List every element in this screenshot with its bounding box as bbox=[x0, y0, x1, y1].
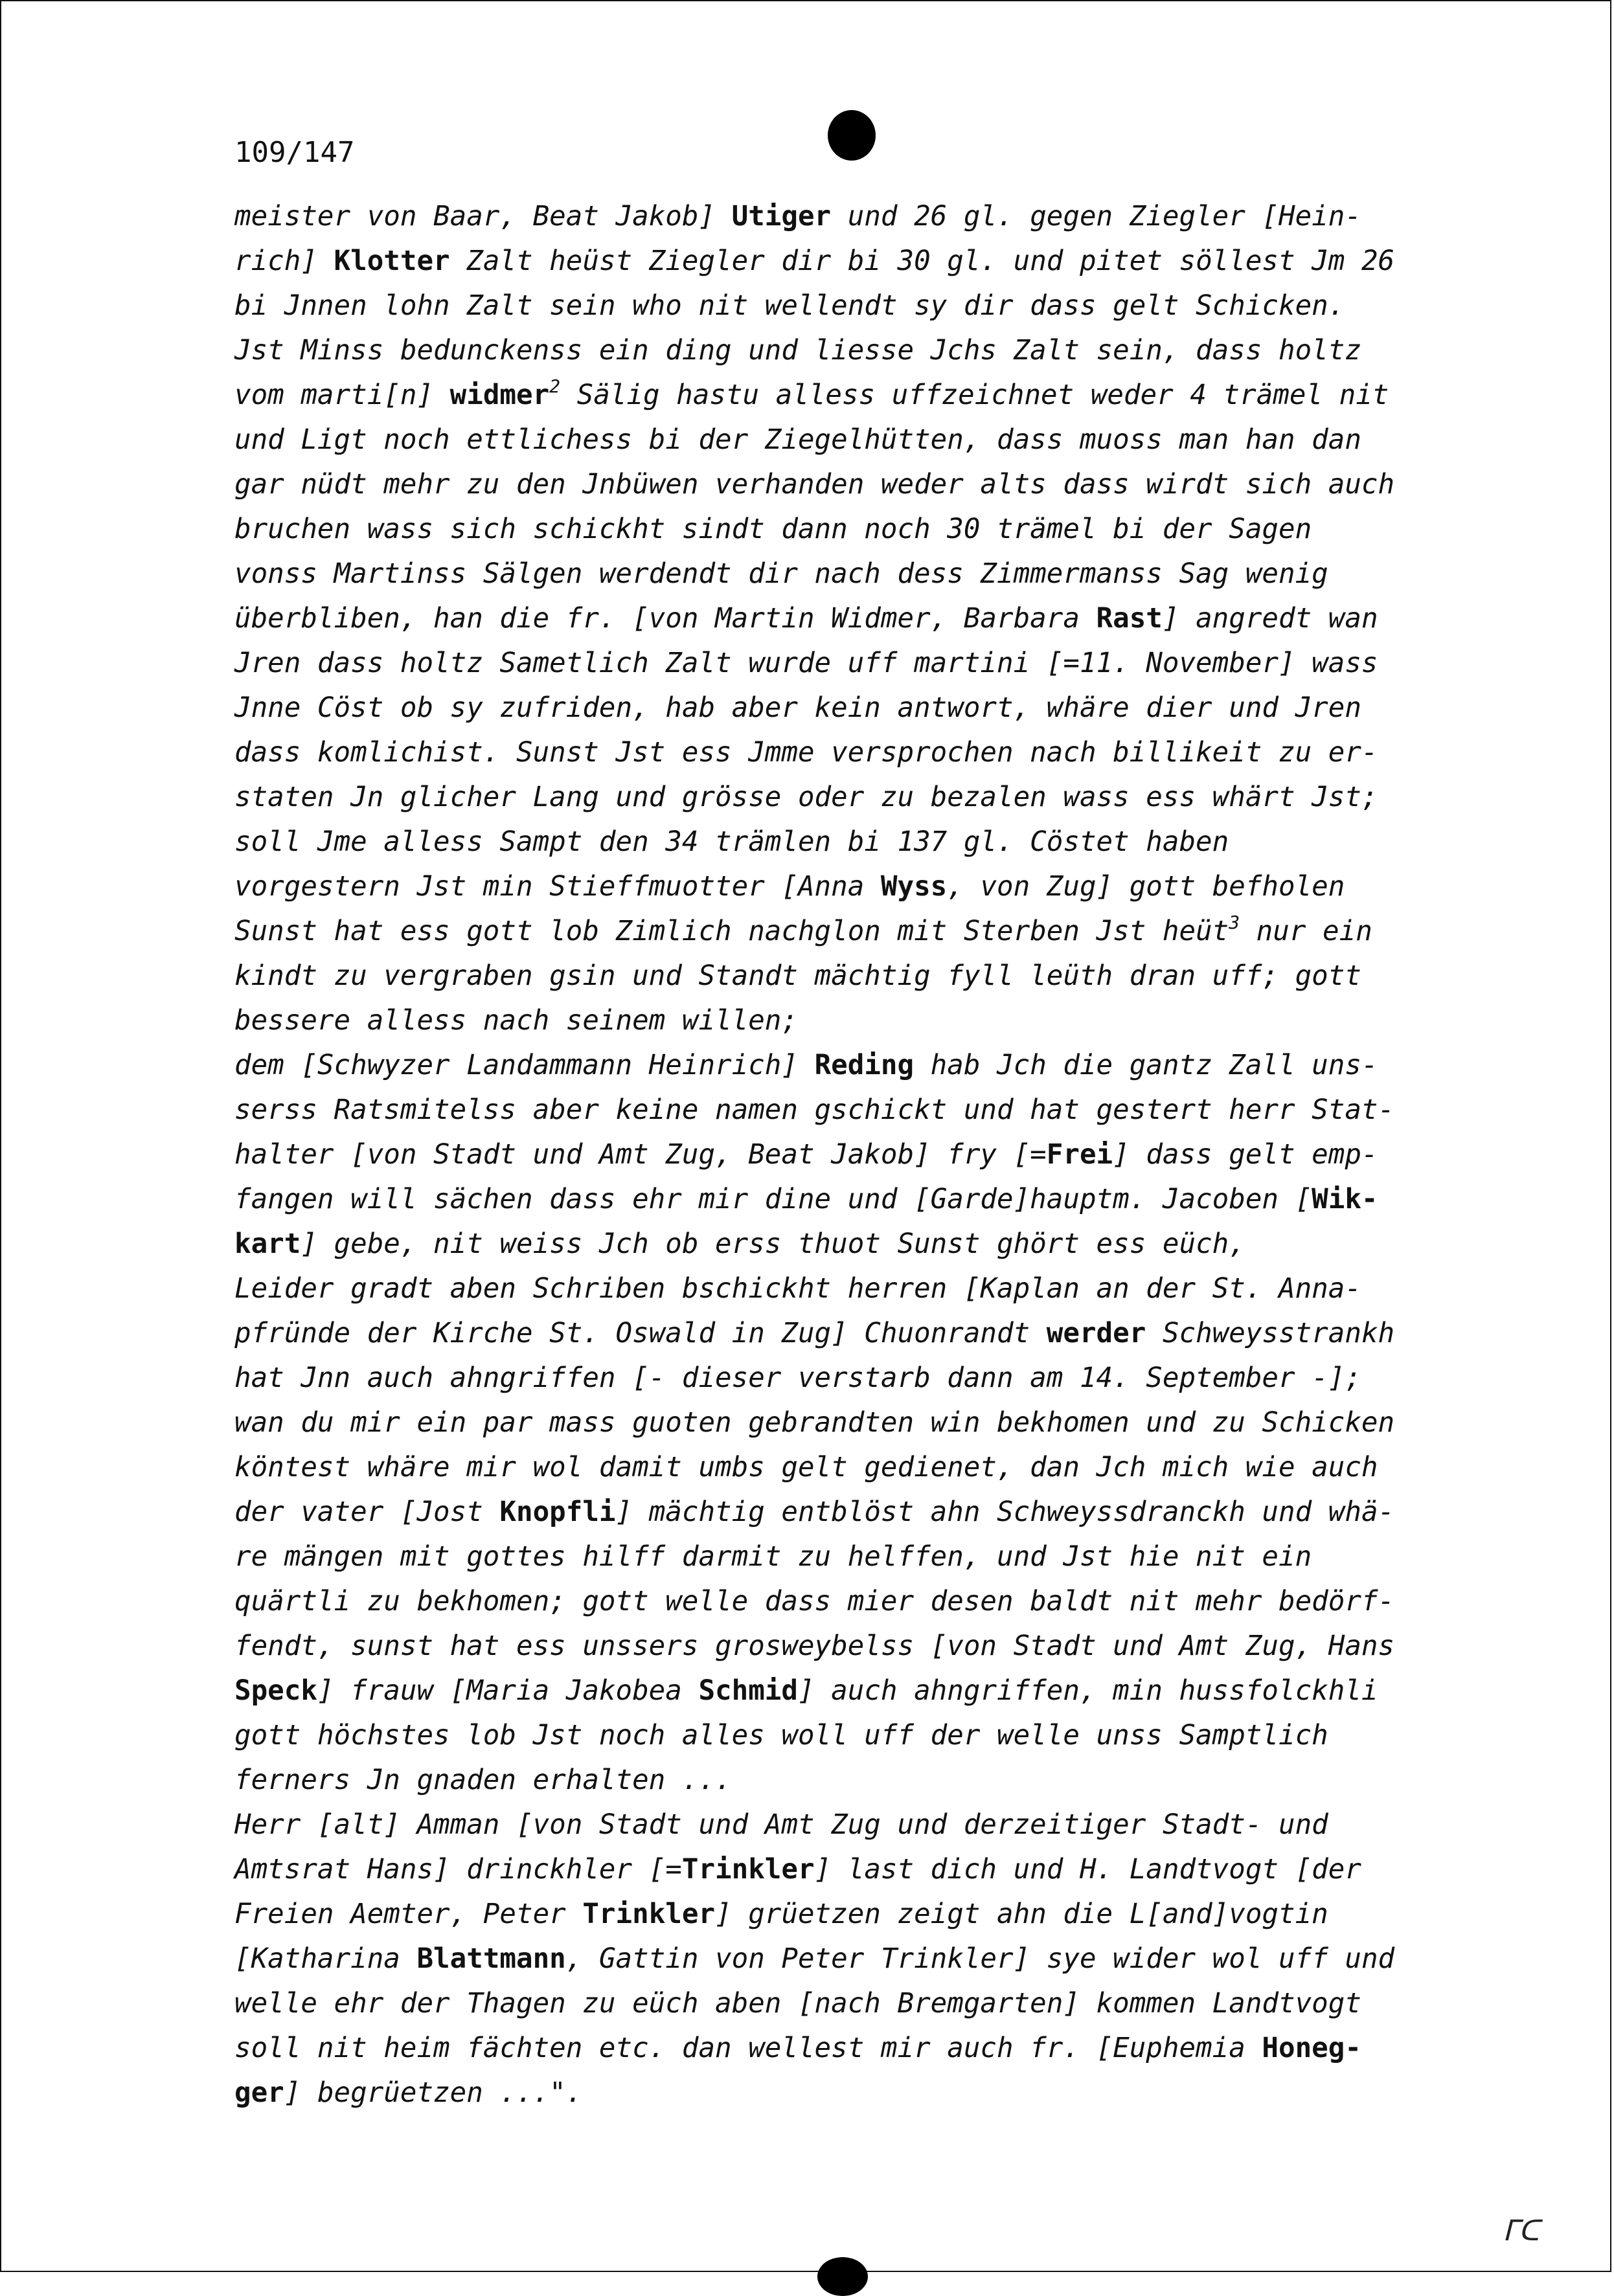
name-emphasis: Reding bbox=[814, 1050, 915, 1081]
text-segment: ] frauw [Maria Jakobea bbox=[317, 1675, 699, 1707]
text-line bbox=[234, 1266, 1504, 1311]
text-segment: Herr [alt] Amman [von Stadt und Amt Zug und derzeitiger Stadt- und bbox=[234, 1809, 1328, 1841]
text-segment: und Ligt noch ettlichess bi der Ziegelhütten, dass muoss man han dan bbox=[234, 424, 1361, 456]
text-line bbox=[234, 1981, 1504, 2026]
text-segment: vorgestern Jst min Stieffmuotter [Anna bbox=[234, 871, 881, 903]
text-line bbox=[234, 1579, 1504, 1624]
footnote-marker: 3 bbox=[1229, 912, 1240, 933]
text-line bbox=[234, 954, 1504, 998]
name-emphasis: Honeg- bbox=[1262, 2032, 1361, 2064]
text-segment: Jst Minss bedunckenss ein ding und liesse Jchs Zalt sein, dass holtz bbox=[234, 335, 1361, 366]
text-segment: Jren dass holtz Sametlich Zalt wurde uff martini [=11. November] wass bbox=[234, 647, 1378, 679]
text-line bbox=[234, 596, 1504, 641]
text-line bbox=[234, 373, 1504, 418]
text-line bbox=[234, 1937, 1504, 1981]
text-segment: gott höchstes lob Jst noch alles woll uff der welle unss Samptlich bbox=[234, 1720, 1328, 1751]
text-segment: vom marti[n] bbox=[234, 379, 450, 411]
page-reference: 109/147 bbox=[234, 136, 355, 169]
text-line bbox=[234, 507, 1504, 552]
text-segment: serss Ratsmitelss aber keine namen gschickt und hat gestert herr Stat- bbox=[234, 1094, 1395, 1126]
text-segment: ] last dich und H. Landtvogt [der bbox=[814, 1854, 1361, 1885]
text-segment: ] grüetzen zeigt ahn die L[and]vogtin bbox=[715, 1898, 1328, 1930]
text-line bbox=[234, 1803, 1504, 1847]
text-segment: bi Jnnen lohn Zalt sein who nit wellendt sy dir dass gelt Schicken. bbox=[234, 290, 1345, 322]
text-line bbox=[234, 552, 1504, 596]
text-segment: ] dass gelt emp- bbox=[1113, 1139, 1378, 1171]
text-line bbox=[234, 1311, 1504, 1356]
text-segment: ] gebe, nit weiss Jch ob erss thuot Sunst ghört ess eüch, bbox=[301, 1228, 1245, 1260]
name-emphasis: Klotter bbox=[334, 245, 450, 277]
text-segment: Amtsrat Hans] drinckhler [= bbox=[234, 1854, 682, 1885]
punch-hole-bottom bbox=[817, 2257, 868, 2296]
text-segment: Sälig hastu alless uffzeichnet weder 4 trämel nit bbox=[560, 379, 1389, 411]
text-segment: ferners Jn gnaden erhalten ... bbox=[234, 1764, 732, 1796]
text-segment: soll Jme alless Sampt den 34 trämlen bi 137 gl. Cöstet haben bbox=[234, 826, 1229, 858]
text-segment: re mängen mit gottes hilff darmit zu helffen, und Jst hie nit ein bbox=[234, 1541, 1312, 1573]
text-line bbox=[234, 1177, 1504, 1222]
text-segment: der vater [Jost bbox=[234, 1496, 500, 1528]
text-segment: bruchen wass sich schickht sindt dann noch 30 trämel bi der Sagen bbox=[234, 513, 1312, 545]
text-line bbox=[234, 1222, 1504, 1266]
text-segment: hat Jnn auch ahngriffen [- dieser verstarb dann am 14. September -]; bbox=[234, 1362, 1361, 1394]
text-line bbox=[234, 864, 1504, 909]
text-segment: gar nüdt mehr zu den Jnbüwen verhanden weder alts dass wirdt sich auch bbox=[234, 469, 1395, 501]
footnote-marker: 2 bbox=[549, 376, 561, 397]
text-segment: rich] bbox=[234, 245, 334, 277]
text-segment: nur ein bbox=[1240, 916, 1372, 947]
text-segment: , von Zug] gott befholen bbox=[947, 871, 1345, 903]
text-segment: halter [von Stadt und Amt Zug, Beat Jakob] fry [= bbox=[234, 1139, 1047, 1171]
name-emphasis: Speck bbox=[234, 1675, 317, 1707]
name-emphasis: Frei bbox=[1046, 1139, 1113, 1171]
text-segment: Freien Aemter, Peter bbox=[234, 1898, 583, 1930]
text-line bbox=[234, 775, 1504, 820]
letter-transcription bbox=[234, 194, 1504, 2115]
text-line bbox=[234, 641, 1504, 686]
text-segment: soll nit heim fächten etc. dan wellest mir auch fr. [Euphemia bbox=[234, 2032, 1262, 2064]
text-line bbox=[234, 2026, 1504, 2071]
text-line bbox=[234, 418, 1504, 462]
text-segment: und 26 gl. gegen Ziegler [Hein- bbox=[831, 201, 1361, 232]
name-emphasis: Wyss bbox=[880, 871, 948, 903]
text-line bbox=[234, 1043, 1504, 1088]
text-segment: Jnne Cöst ob sy zufriden, hab aber kein antwort, whäre dier und Jren bbox=[234, 692, 1361, 724]
text-line bbox=[234, 284, 1504, 328]
text-segment: fangen will sächen dass ehr mir dine und [Garde]hauptm. Jacoben [ bbox=[234, 1184, 1312, 1215]
name-emphasis: ger bbox=[234, 2077, 284, 2109]
text-line bbox=[234, 1847, 1504, 1892]
text-line bbox=[234, 1669, 1504, 1713]
name-emphasis: kart bbox=[234, 1228, 301, 1260]
text-segment: staten Jn glicher Lang und grösse oder zu bezalen wass ess whärt Jst; bbox=[234, 782, 1378, 813]
handwritten-page-mark: ᒥᑕ bbox=[1503, 2214, 1540, 2247]
text-line bbox=[234, 1892, 1504, 1937]
text-line bbox=[234, 1758, 1504, 1803]
text-line bbox=[234, 239, 1504, 284]
text-segment: Zalt heüst Ziegler dir bi 30 gl. und pitet söllest Jm 26 bbox=[449, 245, 1395, 277]
text-line bbox=[234, 1624, 1504, 1669]
text-segment: dass komlichist. Sunst Jst ess Jmme versprochen nach billikeit zu er- bbox=[234, 737, 1378, 769]
text-segment: Leider gradt aben Schriben bschickht herren [Kaplan an der St. Anna- bbox=[234, 1273, 1361, 1305]
text-line bbox=[234, 462, 1504, 507]
text-line bbox=[234, 1356, 1504, 1401]
text-line bbox=[234, 730, 1504, 775]
name-emphasis: Blattmann bbox=[416, 1943, 566, 1975]
text-line bbox=[234, 1490, 1504, 1535]
name-emphasis: Utiger bbox=[731, 201, 832, 232]
text-segment: ] begrüetzen ...". bbox=[284, 2077, 583, 2109]
text-line bbox=[234, 1713, 1504, 1758]
text-line bbox=[234, 1132, 1504, 1177]
text-segment: vonss Martinss Sälgen werdendt dir nach dess Zimmermanss Sag wenig bbox=[234, 558, 1328, 590]
text-segment: welle ehr der Thagen zu eüch aben [nach Bremgarten] kommen Landtvogt bbox=[234, 1988, 1361, 2020]
text-line bbox=[234, 1535, 1504, 1579]
name-emphasis: widmer bbox=[449, 379, 550, 411]
punch-hole-top bbox=[828, 110, 876, 161]
name-emphasis: Knopfli bbox=[499, 1496, 616, 1528]
name-emphasis: Trinkler bbox=[582, 1898, 716, 1930]
text-segment: ] angredt wan bbox=[1162, 603, 1378, 635]
text-segment: bessere alless nach seinem willen; bbox=[234, 1005, 798, 1037]
text-segment: pfründe der Kirche St. Oswald in Zug] Chuonrandt bbox=[234, 1318, 1047, 1349]
name-emphasis: Rast bbox=[1096, 603, 1163, 635]
text-segment: quärtli zu bekhomen; gott welle dass mier desen baldt nit mehr bedörf- bbox=[234, 1586, 1395, 1617]
text-line bbox=[234, 1088, 1504, 1132]
text-segment: hab Jch die gantz Zall uns- bbox=[914, 1050, 1378, 1081]
text-line bbox=[234, 194, 1504, 239]
text-segment: kindt zu vergraben gsin und Standt mächtig fyll leüth dran uff; gott bbox=[234, 960, 1361, 992]
text-line bbox=[234, 1445, 1504, 1490]
text-line bbox=[234, 1401, 1504, 1445]
name-emphasis: werder bbox=[1046, 1318, 1146, 1349]
name-emphasis: Schmid bbox=[698, 1675, 798, 1707]
text-segment: köntest whäre mir wol damit umbs gelt gedienet, dan Jch mich wie auch bbox=[234, 1452, 1378, 1483]
text-segment: ] auch ahngriffen, min hussfolckhli bbox=[797, 1675, 1378, 1707]
text-line bbox=[234, 820, 1504, 864]
text-segment: Sunst hat ess gott lob Zimlich nachglon mit Sterben Jst heüt bbox=[234, 916, 1229, 947]
text-segment: wan du mir ein par mass guoten gebrandten win bekhomen und zu Schicken bbox=[234, 1407, 1395, 1439]
text-segment: meister von Baar, Beat Jakob] bbox=[234, 201, 732, 232]
text-line bbox=[234, 328, 1504, 373]
text-segment: [Katharina bbox=[234, 1943, 417, 1975]
text-segment: , Gattin von Peter Trinkler] sye wider wol uff und bbox=[565, 1943, 1395, 1975]
name-emphasis: Wik- bbox=[1312, 1184, 1378, 1215]
name-emphasis: Trinkler bbox=[681, 1854, 815, 1885]
text-segment: fendt, sunst hat ess unssers grosweybelss [von Stadt und Amt Zug, Hans bbox=[234, 1630, 1395, 1662]
text-line bbox=[234, 909, 1504, 954]
text-line bbox=[234, 998, 1504, 1043]
text-segment: ] mächtig entblöst ahn Schweyssdranckh und whä- bbox=[615, 1496, 1395, 1528]
text-line bbox=[234, 2071, 1504, 2115]
text-segment: dem [Schwyzer Landammann Heinrich] bbox=[234, 1050, 815, 1081]
text-line bbox=[234, 686, 1504, 730]
text-segment: Schweysstrankh bbox=[1146, 1318, 1395, 1349]
text-segment: überbliben, han die fr. [von Martin Widmer, Barbara bbox=[234, 603, 1097, 635]
